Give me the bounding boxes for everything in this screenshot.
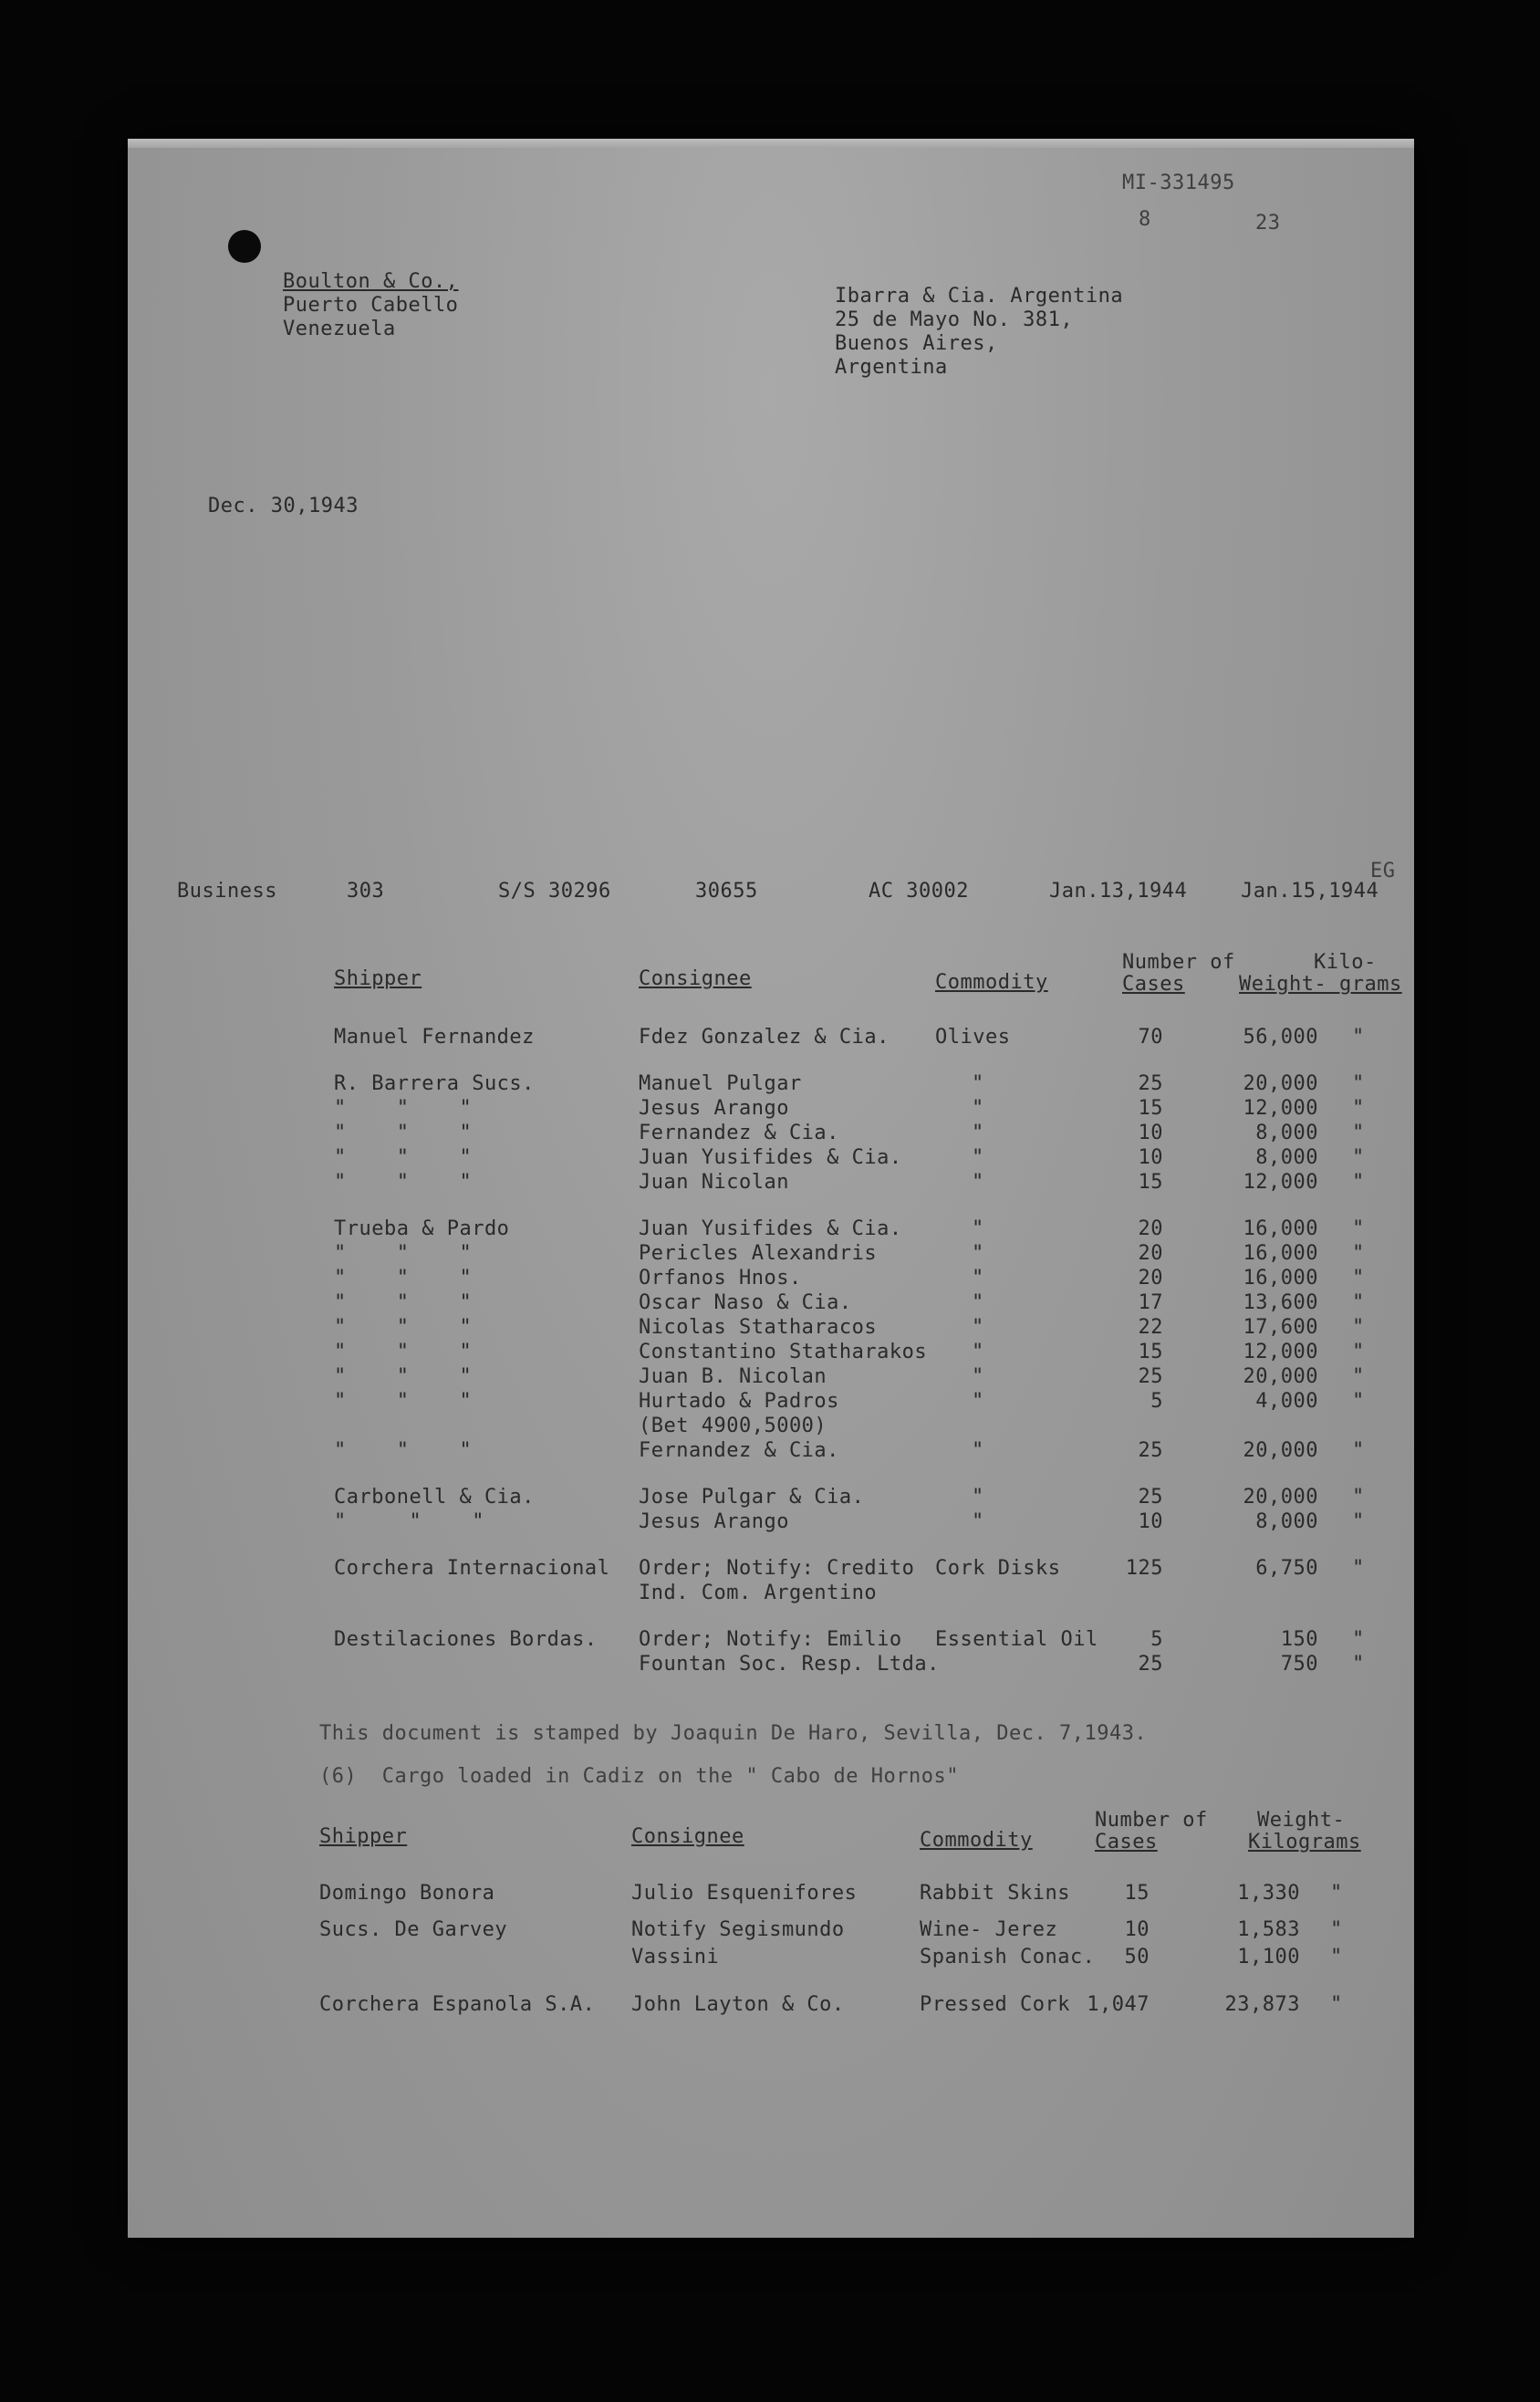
row-weight: 1,330 [1237,1882,1300,1905]
row-weight: 750 [1280,1653,1318,1676]
row-shipper: Domingo Bonora [319,1882,495,1905]
sender-name: Boulton & Co., [283,270,459,293]
row-shipper: " " " [334,1510,484,1533]
row-shipper: " " " [334,1242,473,1265]
header-weight-top: Weight- [1257,1809,1346,1832]
row-unit: " [1352,1316,1365,1339]
row-unit: " [1352,1146,1365,1169]
row-commodity: Cork Disks [935,1557,1061,1580]
business-code: 303 [347,880,385,903]
row-cases: 10 [1138,1510,1163,1533]
header-commodity: Commodity [920,1829,1033,1852]
row-consignee: Jesus Arango [639,1097,789,1120]
business-date-2: Jan.15,1944 [1241,880,1379,903]
row-commodity: " [972,1267,984,1290]
row-consignee: Juan Nicolan [639,1171,789,1194]
row-commodity: " [972,1217,984,1240]
row-consignee: Jesus Arango [639,1510,789,1533]
row-unit: " [1352,1653,1365,1676]
header-cases-bottom: Cases [1095,1831,1158,1854]
row-unit: " [1352,1267,1365,1290]
row-shipper: Manuel Fernandez [334,1026,535,1049]
row-cases: 25 [1138,1486,1163,1509]
business-ac: AC 30002 [869,880,969,903]
row-weight: 8,000 [1255,1510,1318,1533]
business-label: Business [177,880,277,903]
row-commodity: " [972,1146,984,1169]
header-cases-bottom: Cases [1122,973,1185,996]
row-consignee: Orfanos Hnos. [639,1267,802,1290]
row-unit: " [1352,1291,1365,1314]
row-shipper: Sucs. De Garvey [319,1918,508,1941]
row-cases: 17 [1138,1291,1163,1314]
row-weight: 8,000 [1255,1146,1318,1169]
row-cases: 5 [1150,1628,1163,1651]
row-shipper: Corchera Internacional [334,1557,610,1580]
row-consignee: Juan Yusifides & Cia. [639,1146,902,1169]
row-consignee: Oscar Naso & Cia. [639,1291,852,1314]
row-unit: " [1330,1882,1343,1905]
row-commodity: " [972,1486,984,1509]
reference-number: MI-331495 [1122,172,1235,194]
stamp-note: This document is stamped by Joaquin De Haro, Sevilla, Dec. 7,1943. [319,1722,1148,1745]
row-weight: 8,000 [1255,1122,1318,1144]
document-page [128,139,1414,2238]
row-cases: 15 [1138,1341,1163,1363]
row-unit: " [1330,1918,1343,1941]
row-commodity: Spanish Conac. [920,1946,1096,1969]
row-shipper: " " " [334,1390,473,1413]
row-commodity: " [972,1365,984,1388]
row-cases: 15 [1138,1171,1163,1194]
row-consignee: Order; Notify: Emilio [639,1628,902,1651]
row-shipper: " " " [334,1097,473,1120]
row-weight: 20,000 [1243,1365,1318,1388]
header-weight-top: Kilo- [1314,951,1377,974]
row-unit: " [1352,1439,1365,1462]
row-commodity: " [972,1510,984,1533]
row-commodity: " [972,1122,984,1144]
row-commodity: " [972,1097,984,1120]
header-shipper: Shipper [334,967,422,990]
row-cases: 10 [1138,1146,1163,1169]
row-cases: 25 [1138,1365,1163,1388]
punch-hole [228,230,261,263]
row-consignee: Fernandez & Cia. [639,1439,839,1462]
row-consignee: Hurtado & Padros [639,1390,839,1413]
row-weight: 13,600 [1243,1291,1318,1314]
row-cases: 10 [1124,1918,1150,1941]
row-weight: 4,000 [1255,1390,1318,1413]
row-unit: " [1352,1341,1365,1363]
row-weight: 1,583 [1237,1918,1300,1941]
business-date-1: Jan.13,1944 [1049,880,1188,903]
row-consignee: Ind. Com. Argentino [639,1582,878,1604]
row-consignee: Fdez Gonzalez & Cia. [639,1026,890,1049]
row-commodity: " [972,1242,984,1265]
row-commodity: Rabbit Skins [920,1882,1070,1905]
row-unit: " [1352,1486,1365,1509]
row-weight: 56,000 [1243,1026,1318,1049]
row-consignee: Fernandez & Cia. [639,1122,839,1144]
header-weight-bottom: Kilograms [1248,1831,1361,1854]
row-unit: " [1352,1026,1365,1049]
row-consignee: Fountan Soc. Resp. Ltda. [639,1653,940,1676]
row-commodity: Pressed Cork [920,1993,1070,2016]
row-commodity: Wine- Jerez [920,1918,1058,1941]
row-shipper: " " " [334,1291,473,1314]
row-shipper: " " " [334,1316,473,1339]
row-cases: 125 [1125,1557,1163,1580]
row-unit: " [1352,1510,1365,1533]
letter-date: Dec. 30,1943 [208,495,359,517]
row-consignee: (Bet 4900,5000) [639,1415,827,1437]
row-weight: 16,000 [1243,1217,1318,1240]
row-unit: " [1330,1993,1343,2016]
row-cases: 5 [1150,1390,1163,1413]
row-weight: 16,000 [1243,1267,1318,1290]
row-weight: 150 [1280,1628,1318,1651]
row-commodity: " [972,1291,984,1314]
row-cases: 25 [1138,1653,1163,1676]
row-commodity: " [972,1171,984,1194]
row-cases: 22 [1138,1316,1163,1339]
row-shipper: R. Barrera Sucs. [334,1072,535,1095]
row-unit: " [1352,1072,1365,1095]
row-consignee: Manuel Pulgar [639,1072,802,1095]
row-unit: " [1330,1946,1343,1969]
recipient-name: Ibarra & Cia. Argentina [835,285,1124,308]
row-cases: 15 [1138,1097,1163,1120]
row-consignee: John Layton & Co. [631,1993,845,2016]
header-weight-bottom: Weight- grams [1239,973,1402,996]
reference-sub-a: 8 [1139,208,1151,231]
row-consignee: Juan Yusifides & Cia. [639,1217,902,1240]
row-weight: 6,750 [1255,1557,1318,1580]
business-ss: S/S 30296 [498,880,611,903]
row-consignee: Notify Segismundo [631,1918,845,1941]
reference-sub-b: 23 [1255,212,1281,235]
row-commodity: " [972,1316,984,1339]
row-consignee: Vassini [631,1946,720,1969]
row-commodity: " [972,1341,984,1363]
row-shipper: " " " [334,1341,473,1363]
recipient-street: 25 de Mayo No. 381, [835,308,1074,331]
row-weight: 12,000 [1243,1171,1318,1194]
header-commodity: Commodity [935,971,1048,994]
row-consignee: Constantino Statharakos [639,1341,928,1363]
row-weight: 1,100 [1237,1946,1300,1969]
row-unit: " [1352,1097,1365,1120]
recipient-city: Buenos Aires, [835,332,998,355]
row-shipper: Corchera Espanola S.A. [319,1993,596,2016]
row-commodity: " [972,1390,984,1413]
row-shipper: Trueba & Pardo [334,1217,510,1240]
row-cases: 25 [1138,1072,1163,1095]
header-consignee: Consignee [639,967,752,990]
sender-country: Venezuela [283,318,396,340]
recipient-country: Argentina [835,356,948,379]
row-cases: 10 [1138,1122,1163,1144]
row-consignee: Pericles Alexandris [639,1242,878,1265]
row-shipper: " " " [334,1267,473,1290]
row-shipper: Destilaciones Bordas. [334,1628,598,1651]
row-cases: 20 [1138,1217,1163,1240]
row-unit: " [1352,1242,1365,1265]
row-consignee: Juan B. Nicolan [639,1365,827,1388]
row-consignee: Julio Esquenifores [631,1882,858,1905]
row-unit: " [1352,1122,1365,1144]
row-unit: " [1352,1365,1365,1388]
row-consignee: Order; Notify: Credito [639,1557,915,1580]
sender-city: Puerto Cabello [283,294,459,317]
row-cases: 15 [1124,1882,1150,1905]
row-unit: " [1352,1628,1365,1651]
row-cases: 70 [1138,1026,1163,1049]
row-weight: 16,000 [1243,1242,1318,1265]
row-cases: 25 [1138,1439,1163,1462]
row-weight: 20,000 [1243,1486,1318,1509]
header-shipper: Shipper [319,1825,408,1848]
row-consignee: Nicolas Statharacos [639,1316,878,1339]
row-unit: " [1352,1217,1365,1240]
header-cases-top: Number of [1122,951,1235,974]
row-cases: 1,047 [1087,1993,1150,2016]
business-num: 30655 [695,880,758,903]
row-weight: 12,000 [1243,1097,1318,1120]
row-commodity: Essential Oil [935,1628,1098,1651]
row-cases: 20 [1138,1242,1163,1265]
row-unit: " [1352,1171,1365,1194]
row-weight: 12,000 [1243,1341,1318,1363]
row-unit: " [1352,1390,1365,1413]
business-mark: EG [1370,860,1396,882]
row-weight: 20,000 [1243,1439,1318,1462]
row-weight: 20,000 [1243,1072,1318,1095]
row-cases: 50 [1124,1946,1150,1969]
row-shipper: " " " [334,1171,473,1194]
row-weight: 23,873 [1224,1993,1300,2016]
row-commodity: " [972,1439,984,1462]
row-shipper: " " " [334,1365,473,1388]
row-shipper: Carbonell & Cia. [334,1486,535,1509]
cargo-note: (6) Cargo loaded in Cadiz on the " Cabo de Hornos" [319,1765,960,1788]
row-weight: 17,600 [1243,1316,1318,1339]
header-consignee: Consignee [631,1825,744,1848]
row-commodity: " [972,1072,984,1095]
row-shipper: " " " [334,1439,473,1462]
row-consignee: Jose Pulgar & Cia. [639,1486,865,1509]
row-shipper: " " " [334,1122,473,1144]
row-commodity: Olives [935,1026,1011,1049]
row-cases: 20 [1138,1267,1163,1290]
header-cases-top: Number of [1095,1809,1208,1832]
row-shipper: " " " [334,1146,473,1169]
row-unit: " [1352,1557,1365,1580]
